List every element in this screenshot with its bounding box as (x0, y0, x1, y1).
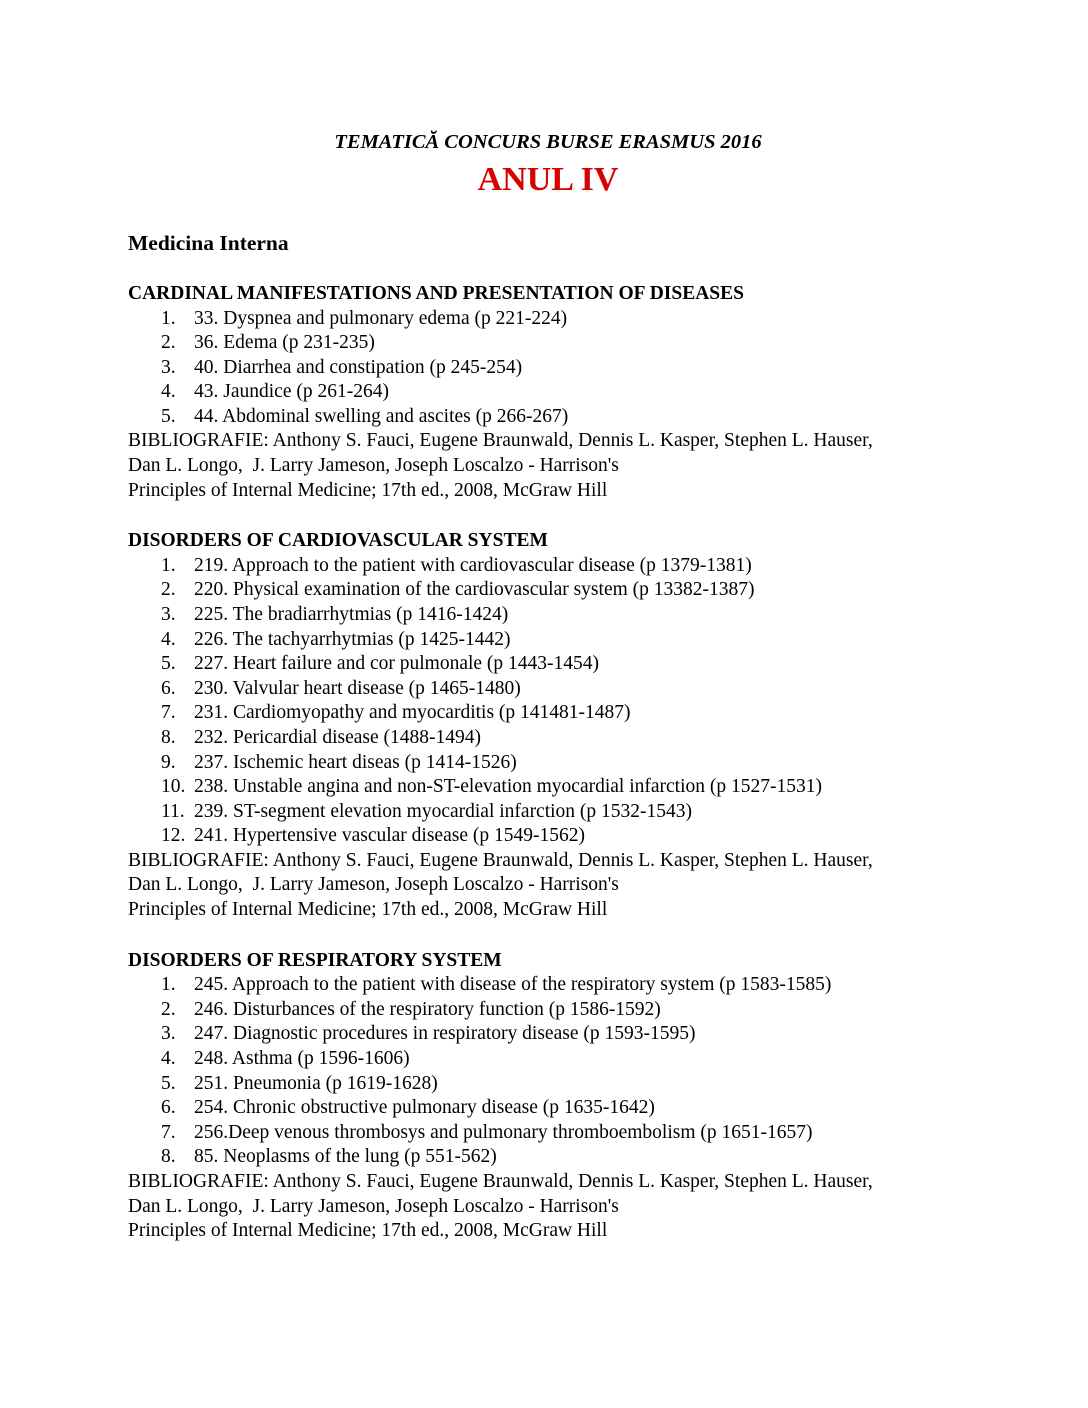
topic-list (128, 554, 968, 849)
list-item-text: 40. Diarrhea and constipation (p 245-254) (194, 356, 523, 378)
list-item (128, 1121, 968, 1146)
list-item (128, 751, 968, 776)
list-item-text: 254. Chronic obstructive pulmonary disease (p 1635-1642) (194, 1097, 655, 1119)
list-item-number: 1. (161, 554, 176, 576)
list-item-number: 2. (161, 579, 176, 601)
list-item-number: 4. (161, 628, 176, 650)
list-item-number: 11. (161, 800, 185, 822)
list-item (128, 1096, 968, 1121)
list-item-text: 245. Approach to the patient with disease of the respiratory system (p 1583-1585) (194, 974, 832, 996)
list-item-text: 247. Diagnostic procedures in respiratory disease (p 1593-1595) (194, 1023, 696, 1045)
list-item (128, 307, 968, 332)
list-item (128, 1047, 968, 1072)
list-item-number: 3. (161, 1023, 176, 1045)
list-item (128, 380, 968, 405)
list-item (128, 1072, 968, 1097)
list-item (128, 800, 968, 825)
list-item-text: 225. The bradiarrhytmias (p 1416-1424) (194, 603, 509, 625)
list-item-text: 220. Physical examination of the cardiovascular system (p 13382-1387) (194, 579, 755, 601)
section-heading: DISORDERS OF CARDIOVASCULAR SYSTEM (128, 530, 548, 552)
list-item-number: 12. (161, 825, 186, 847)
list-item-text: 237. Ischemic heart diseas (p 1414-1526) (194, 751, 517, 773)
bibliography (128, 1170, 968, 1244)
list-item-number: 6. (161, 677, 176, 699)
list-item-number: 2. (161, 998, 176, 1020)
section-heading: DISORDERS OF RESPIRATORY SYSTEM (128, 949, 502, 971)
list-item (128, 677, 968, 702)
list-item-number: 1. (161, 974, 176, 996)
list-item (128, 973, 968, 998)
list-item (128, 1022, 968, 1047)
list-item (128, 554, 968, 579)
list-item-number: 4. (161, 381, 176, 403)
list-item-text: 232. Pericardial disease (1488-1494) (194, 726, 481, 748)
list-item-number: 8. (161, 1146, 176, 1168)
list-item-number: 1. (161, 307, 176, 329)
list-item-text: 231. Cardiomyopathy and myocarditis (p 141481-1487) (194, 702, 631, 724)
list-item-number: 8. (161, 726, 176, 748)
list-item-text: 36. Edema (p 231-235) (194, 332, 375, 354)
list-item (128, 603, 968, 628)
list-item (128, 1145, 968, 1170)
list-item-number: 3. (161, 603, 176, 625)
bibliography (128, 429, 968, 503)
list-item-number: 5. (161, 653, 176, 675)
list-item-text: 227. Heart failure and cor pulmonale (p 1443-1454) (194, 653, 600, 675)
list-item-text: 251. Pneumonia (p 1619-1628) (194, 1072, 438, 1094)
list-item (128, 998, 968, 1023)
list-item (128, 578, 968, 603)
bibliography-line: Dan L. Longo, J. Larry Jameson, Joseph Loscalzo - Harrison's (128, 874, 619, 896)
course-title: Medicina Interna (128, 231, 289, 255)
list-item-number: 3. (161, 356, 176, 378)
list-item-text: 219. Approach to the patient with cardiovascular disease (p 1379-1381) (194, 554, 752, 576)
list-item (128, 405, 968, 430)
bibliography (128, 849, 968, 923)
list-item-text: 238. Unstable angina and non-ST-elevation myocardial infarction (p 1527-1531) (194, 776, 822, 798)
bibliography-line: BIBLIOGRAFIE: Anthony S. Fauci, Eugene Braunwald, Dennis L. Kasper, Stephen L. Hauser, (128, 849, 873, 871)
list-item-text: 256.Deep venous thrombosys and pulmonary thromboembolism (p 1651-1657) (194, 1121, 813, 1143)
list-item-number: 7. (161, 702, 176, 724)
bibliography-line: BIBLIOGRAFIE: Anthony S. Fauci, Eugene Braunwald, Dennis L. Kasper, Stephen L. Hauser, (128, 1170, 873, 1192)
bibliography-line: Dan L. Longo, J. Larry Jameson, Joseph Loscalzo - Harrison's (128, 455, 619, 477)
section-cardiovascular-system (128, 529, 968, 922)
document-subtitle: ANUL IV (477, 161, 619, 198)
list-item-text: 239. ST-segment elevation myocardial infarction (p 1532-1543) (194, 800, 693, 822)
list-item (128, 628, 968, 653)
document-title: TEMATICĂ CONCURS BURSE ERASMUS 2016 (334, 131, 762, 153)
list-item-text: 33. Dyspnea and pulmonary edema (p 221-224) (194, 307, 568, 329)
list-item-text: 241. Hypertensive vascular disease (p 1549-1562) (194, 825, 585, 847)
list-item (128, 652, 968, 677)
list-item-text: 248. Asthma (p 1596-1606) (194, 1047, 410, 1069)
bibliography-line: Dan L. Longo, J. Larry Jameson, Joseph Loscalzo - Harrison's (128, 1195, 619, 1217)
topic-list (128, 973, 968, 1170)
bibliography-line: Principles of Internal Medicine; 17th ed., 2008, McGraw Hill (128, 1220, 608, 1242)
list-item-text: 85. Neoplasms of the lung (p 551-562) (194, 1146, 497, 1168)
list-item (128, 726, 968, 751)
bibliography-line: Principles of Internal Medicine; 17th ed., 2008, McGraw Hill (128, 479, 608, 501)
list-item-number: 5. (161, 1072, 176, 1094)
list-item-text: 246. Disturbances of the respiratory function (p 1586-1592) (194, 998, 661, 1020)
list-item (128, 775, 968, 800)
topic-list (128, 307, 968, 430)
bibliography-line: BIBLIOGRAFIE: Anthony S. Fauci, Eugene Braunwald, Dennis L. Kasper, Stephen L. Hauser, (128, 430, 873, 452)
list-item-text: 230. Valvular heart disease (p 1465-1480) (194, 677, 521, 699)
bibliography-line: Principles of Internal Medicine; 17th ed., 2008, McGraw Hill (128, 899, 608, 921)
list-item-number: 7. (161, 1121, 176, 1143)
list-item (128, 331, 968, 356)
list-item-number: 10. (161, 776, 186, 798)
section-cardinal-manifestations (128, 282, 968, 503)
list-item-text: 44. Abdominal swelling and ascites (p 266-267) (194, 405, 569, 427)
list-item-text: 226. The tachyarrhytmias (p 1425-1442) (194, 628, 511, 650)
list-item (128, 824, 968, 849)
section-respiratory-system (128, 949, 968, 1244)
section-heading: CARDINAL MANIFESTATIONS AND PRESENTATION OF DISEASES (128, 283, 744, 304)
list-item-text: 43. Jaundice (p 261-264) (194, 381, 389, 403)
list-item-number: 6. (161, 1097, 176, 1119)
list-item-number: 9. (161, 751, 176, 773)
list-item (128, 701, 968, 726)
list-item (128, 356, 968, 381)
list-item-number: 2. (161, 332, 176, 354)
list-item-number: 5. (161, 405, 176, 427)
list-item-number: 4. (161, 1047, 176, 1069)
